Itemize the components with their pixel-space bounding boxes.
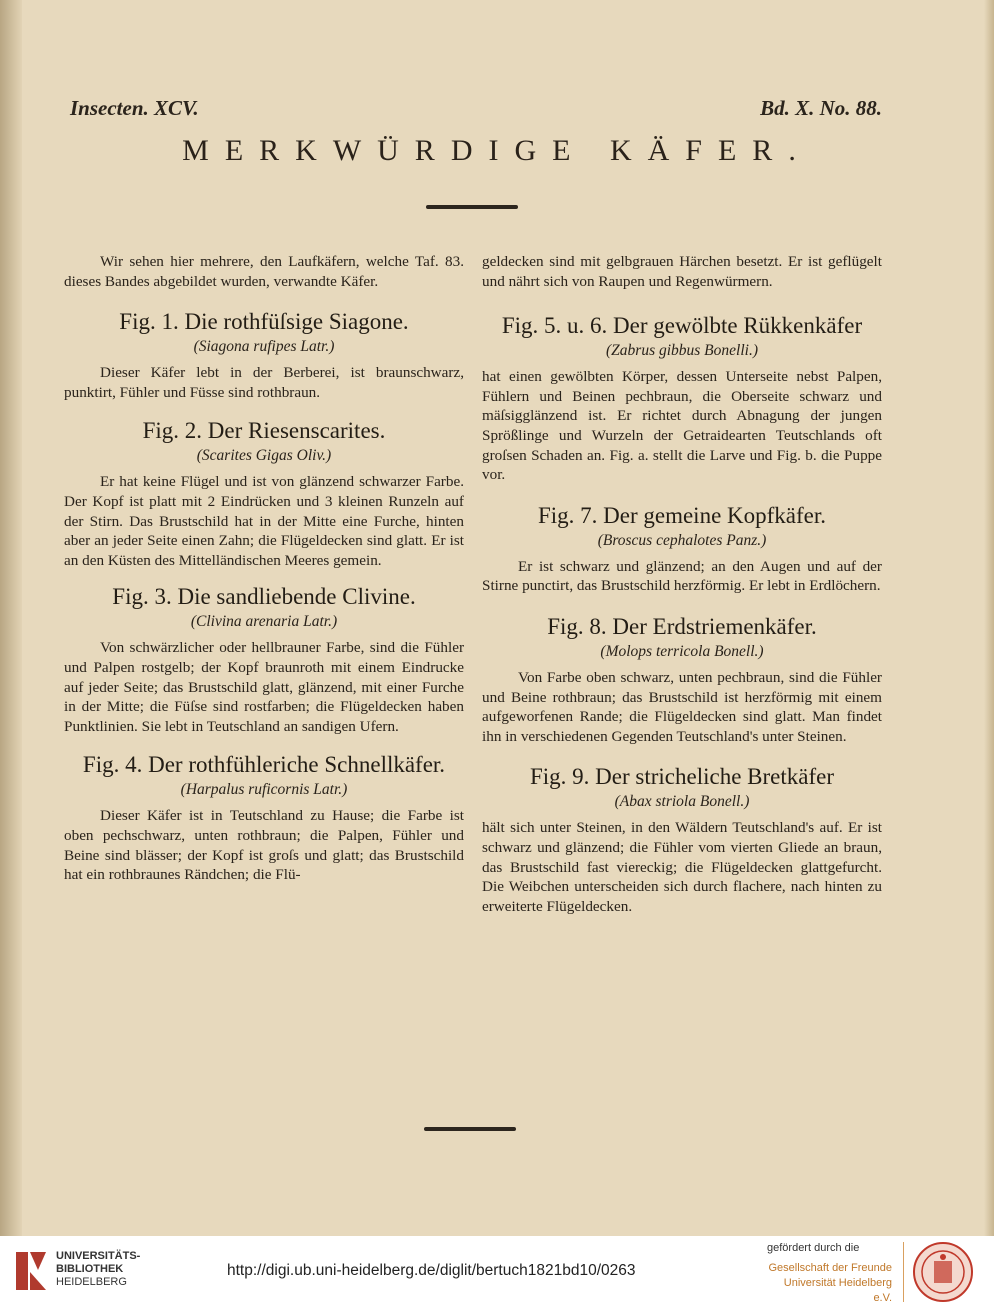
footer-divider	[903, 1242, 904, 1302]
library-name: UNIVERSITÄTS- BIBLIOTHEK HEIDELBERG	[56, 1250, 141, 1288]
fig9-description: hält sich unter Steinen, in den Wäldern Teutschland's auf. Er ist schwarz und glänzend; die Fühler vom vierten Gliede an braun, das Brustschild fast viereckig; die Flügeldecken glattgefurcht. Die Weibchen unterscheiden sich durch flachere, nach hinten zu erweiterte Flügeldecken.	[482, 819, 882, 915]
section-header: Insecten. XCV.	[70, 96, 199, 120]
title-divider	[426, 205, 518, 209]
right-column	[482, 252, 882, 916]
continuation-paragraph: geldecken sind mit gelbgrauen Härchen besetzt. Er ist geflügelt und nährt sich von Raupen und Regenwürmern.	[482, 253, 882, 290]
fig4-heading: Fig. 4. Der rothfühleriche Schnellkäfer.	[82, 752, 446, 778]
sponsor-name: Gesellschaft der Freunde Universität Heidelberg e.V.	[768, 1262, 892, 1304]
fig7-heading: Fig. 7. Der gemeine Kopfkäfer.	[537, 502, 827, 528]
permalink[interactable]: http://digi.ub.uni-heidelberg.de/diglit/bertuch1821bd10/0263	[227, 1262, 636, 1279]
fig56-description: hat einen gewölbten Körper, dessen Unterseite nebst Palpen, Fühlern und Beinen pechbraun, die Oberseite schwarz und mäſsigglänzend ist. Er richtet durch Abnagung der jungen Sprößlinge und Wurzeln der Getraidearten Teutschlands oft groſsen Schaden an. Fig. a. stellt die Larve und Fig. b. die Puppe vor.	[482, 368, 882, 484]
fig9-heading: Fig. 9. Der stricheliche Bretkäfer	[530, 764, 834, 790]
page-title: MERKWÜRDIGE KÄFER.	[182, 134, 812, 167]
end-divider	[424, 1127, 516, 1131]
fig2-latin-name: (Scarites Gigas Oliv.)	[196, 447, 332, 465]
library-logo-icon	[14, 1248, 48, 1294]
fig3-latin-name: (Clivina arenaria Latr.)	[190, 613, 338, 631]
fig8-description: Von Farbe oben schwarz, unten pechbraun, sind die Fühler und Beine rothbraun; das Brustschild ist herzförmig mit einem aufgeworfenen Rande; die Flügeldecken sind glatt. Man findet ihn in verschiedenen Gegenden Teutschland's unter Steinen.	[482, 668, 882, 745]
fig3-heading: Fig. 3. Die sandliebende Clivine.	[112, 584, 416, 610]
fig1-heading: Fig. 1. Die rothfüſsige Siagone.	[119, 309, 409, 335]
fig1-description: Dieser Käfer lebt in der Berberei, ist braunschwarz, punktirt, Fühler und Füsse sind rothbraun.	[64, 364, 464, 401]
fig2-description: Er hat keine Flügel und ist von glänzend schwarzer Farbe. Der Kopf ist platt mit 2 Eindrücken und 3 kleinen Runzeln auf der Stirn. Das Brustschild hat in der Mitte eine Furche, hinten aber an jeder Seite einen Zahn; die Flügeldecken sind glatt. Er ist an den Küsten des Mittelländischen Meeres gemein.	[64, 473, 464, 569]
fig3-description: Von schwärzlicher oder hellbrauner Farbe, sind die Fühler und Palpen rostgelb; der Kopf braunroth mit einem Eindrucke auf jeder Seite; das Brustschild glatt, glänzend, mit einer Furche in der Mitte; die Füſse sind rostfarben; die Flügeldecken haben Punktlinien. Sie lebt in Teutschland an sandigen Ufern.	[64, 639, 464, 735]
fig56-heading: Fig. 5. u. 6. Der gewölbte Rükkenkäfer	[501, 313, 863, 339]
fig4-description: Dieser Käfer ist in Teutschland zu Hause; die Farbe ist oben pechschwarz, unten rothbraun; die Palpen, Fühler und Beine sind blässer; der Kopf ist groſs und glatt; das Brustschild hat ein rothbraunes Rändchen; die Flü-	[64, 807, 464, 884]
digitization-footer	[0, 1236, 994, 1308]
fig9-latin-name: (Abax striola Bonell.)	[614, 793, 750, 811]
sponsor-label: gefördert durch die	[767, 1242, 860, 1254]
university-seal-icon	[912, 1241, 974, 1303]
fig7-description: Er ist schwarz und glänzend; an den Augen und auf der Stirne punctirt, das Brustschild herzförmig. Er lebt in Erdlöchern.	[482, 557, 882, 595]
fig8-latin-name: (Molops terricola Bonell.)	[600, 642, 764, 660]
volume-number: Bd. X. No. 88.	[760, 96, 882, 120]
fig1-latin-name: (Siagona rufipes Latr.)	[193, 338, 335, 356]
fig56-latin-name: (Zabrus gibbus Bonelli.)	[606, 342, 758, 360]
fig8-heading: Fig. 8. Der Erdstriemenkäfer.	[547, 613, 817, 639]
left-column	[64, 252, 464, 885]
intro-paragraph: Wir sehen hier mehrere, den Laufkäfern, welche Taf. 83. dieses Bandes abgebildet wurden, verwandte Käfer.	[64, 253, 464, 290]
fig4-latin-name: (Harpalus ruficornis Latr.)	[180, 781, 348, 799]
fig2-heading: Fig. 2. Der Riesenscarites.	[142, 418, 386, 444]
fig7-latin-name: (Broscus cephalotes Panz.)	[597, 531, 767, 549]
